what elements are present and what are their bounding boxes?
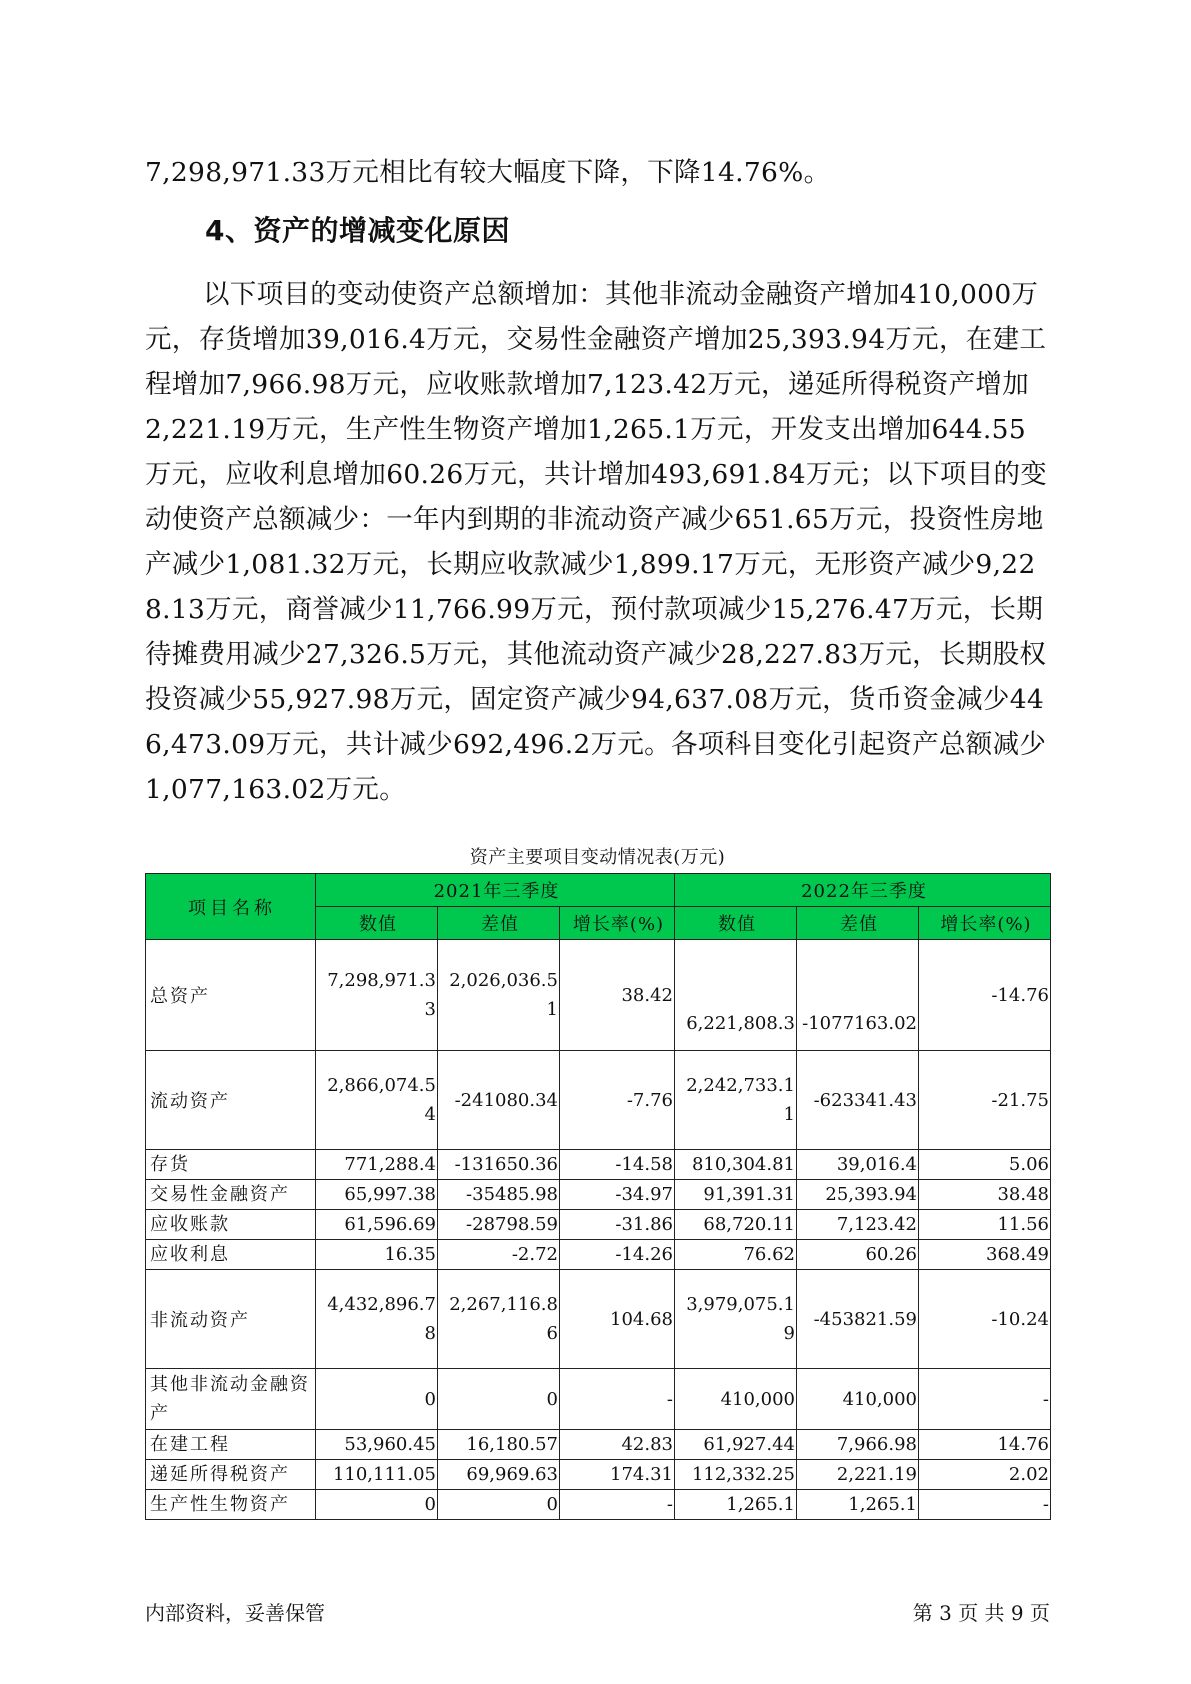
cell-growth-2022: 38.48 xyxy=(919,1180,1051,1210)
table-row xyxy=(146,1240,1051,1270)
row-name: 非流动资产 xyxy=(146,1270,316,1369)
table-row xyxy=(146,1490,1051,1520)
cell-growth-2022: 2.02 xyxy=(919,1460,1051,1490)
header-diff-2021: 差值 xyxy=(438,907,560,940)
table-row xyxy=(146,1270,1051,1369)
header-value-2021: 数值 xyxy=(316,907,438,940)
row-name: 存货 xyxy=(146,1150,316,1180)
cell-growth-2022: 14.76 xyxy=(919,1430,1051,1460)
table-row xyxy=(146,1369,1051,1430)
cell-growth-2021: -31.86 xyxy=(560,1210,675,1240)
cell-value-2022: 6,221,808.3 xyxy=(675,940,797,1051)
cell-diff-2021: 69,969.63 xyxy=(438,1460,560,1490)
table-row xyxy=(146,1460,1051,1490)
table-row xyxy=(146,940,1051,1051)
row-name: 流动资产 xyxy=(146,1051,316,1150)
cell-growth-2022: 5.06 xyxy=(919,1150,1051,1180)
cell-growth-2021: -34.97 xyxy=(560,1180,675,1210)
cell-value-2022: 810,304.81 xyxy=(675,1150,797,1180)
cell-value-2022: 3,979,075.19 xyxy=(675,1270,797,1369)
cell-value-2021: 0 xyxy=(316,1490,438,1520)
cell-value-2022: 112,332.25 xyxy=(675,1460,797,1490)
cell-diff-2022: -623341.43 xyxy=(797,1051,919,1150)
row-name: 其他非流动金融资产 xyxy=(146,1369,316,1430)
cell-value-2021: 0 xyxy=(316,1369,438,1430)
table-caption: 资产主要项目变动情况表(万元) xyxy=(469,847,726,868)
cell-growth-2021: 174.31 xyxy=(560,1460,675,1490)
asset-change-table xyxy=(145,873,1051,1520)
cell-diff-2022: 1,265.1 xyxy=(797,1490,919,1520)
cell-growth-2022: -14.76 xyxy=(919,940,1051,1051)
cell-diff-2022: 7,123.42 xyxy=(797,1210,919,1240)
cell-diff-2021: 0 xyxy=(438,1490,560,1520)
cell-growth-2021: 42.83 xyxy=(560,1430,675,1460)
header-period-2022: 2022年三季度 xyxy=(675,874,1051,907)
table-row xyxy=(146,1180,1051,1210)
header-growth-2021: 增长率(%) xyxy=(560,907,675,940)
cell-diff-2022: 25,393.94 xyxy=(797,1180,919,1210)
row-name: 应收利息 xyxy=(146,1240,316,1270)
cell-diff-2021: -28798.59 xyxy=(438,1210,560,1240)
cell-diff-2021: 2,267,116.86 xyxy=(438,1270,560,1369)
cell-diff-2021: 2,026,036.51 xyxy=(438,940,560,1051)
cell-value-2022: 2,242,733.11 xyxy=(675,1051,797,1150)
cell-value-2022: 76.62 xyxy=(675,1240,797,1270)
cell-diff-2021: 16,180.57 xyxy=(438,1430,560,1460)
header-diff-2022: 差值 xyxy=(797,907,919,940)
table-row xyxy=(146,1430,1051,1460)
table-row xyxy=(146,1150,1051,1180)
cell-diff-2022: 60.26 xyxy=(797,1240,919,1270)
cell-value-2021: 7,298,971.33 xyxy=(316,940,438,1051)
cell-value-2021: 65,997.38 xyxy=(316,1180,438,1210)
row-name: 总资产 xyxy=(146,940,316,1051)
cell-value-2021: 2,866,074.54 xyxy=(316,1051,438,1150)
cell-diff-2021: -131650.36 xyxy=(438,1150,560,1180)
cell-growth-2022: 11.56 xyxy=(919,1210,1051,1240)
cell-diff-2022: 2,221.19 xyxy=(797,1460,919,1490)
header-value-2022: 数值 xyxy=(675,907,797,940)
section-heading: 4、资产的增减变化原因 xyxy=(205,214,510,247)
cell-diff-2021: -2.72 xyxy=(438,1240,560,1270)
cell-growth-2022: -21.75 xyxy=(919,1051,1051,1150)
row-name: 在建工程 xyxy=(146,1430,316,1460)
cell-diff-2021: -241080.34 xyxy=(438,1051,560,1150)
cell-diff-2022: -1077163.02 xyxy=(797,940,919,1051)
cell-diff-2022: 7,966.98 xyxy=(797,1430,919,1460)
page-total: 9 xyxy=(1010,1601,1024,1625)
confidentiality-note: 内部资料，妥善保管 xyxy=(145,1601,325,1625)
cell-growth-2021: -14.58 xyxy=(560,1150,675,1180)
cell-value-2022: 410,000 xyxy=(675,1369,797,1430)
cell-growth-2021: 104.68 xyxy=(560,1270,675,1369)
cell-value-2021: 4,432,896.78 xyxy=(316,1270,438,1369)
cell-diff-2022: 410,000 xyxy=(797,1369,919,1430)
row-name: 交易性金融资产 xyxy=(146,1180,316,1210)
cell-diff-2021: 0 xyxy=(438,1369,560,1430)
header-period-2021: 2021年三季度 xyxy=(316,874,675,907)
row-name: 应收账款 xyxy=(146,1210,316,1240)
table-row xyxy=(146,1051,1051,1150)
cell-growth-2022: 368.49 xyxy=(919,1240,1051,1270)
cell-growth-2021: -14.26 xyxy=(560,1240,675,1270)
cell-diff-2022: 39,016.4 xyxy=(797,1150,919,1180)
cell-growth-2022: - xyxy=(919,1369,1051,1430)
cell-value-2021: 53,960.45 xyxy=(316,1430,438,1460)
cell-growth-2021: -7.76 xyxy=(560,1051,675,1150)
cell-growth-2021: 38.42 xyxy=(560,940,675,1051)
cell-growth-2022: -10.24 xyxy=(919,1270,1051,1369)
page-mid: 页 共 xyxy=(958,1601,1005,1625)
cell-growth-2021: - xyxy=(560,1490,675,1520)
cell-value-2022: 1,265.1 xyxy=(675,1490,797,1520)
cell-value-2022: 91,391.31 xyxy=(675,1180,797,1210)
page-current: 3 xyxy=(939,1601,952,1625)
cell-value-2021: 771,288.4 xyxy=(316,1150,438,1180)
cell-value-2022: 61,927.44 xyxy=(675,1430,797,1460)
row-name: 生产性生物资产 xyxy=(146,1490,316,1520)
table-row xyxy=(146,1210,1051,1240)
cell-diff-2022: -453821.59 xyxy=(797,1270,919,1369)
header-item-name: 项目名称 xyxy=(146,874,316,940)
header-growth-2022: 增长率(%) xyxy=(919,907,1051,940)
cell-growth-2021: - xyxy=(560,1369,675,1430)
cell-value-2021: 61,596.69 xyxy=(316,1210,438,1240)
paragraph-2: 以下项目的变动使资产总额增加：其他非流动金融资产增加410,000万元，存货增加39,016.4万元，交易性金融资产增加25,393.94万元，在建工程增加7,966.98万元，应收账款增加7,123.42万元，递延所得税资产增加2,221.19万元，生产性生物资产增加1,265.1万元，开发支出增加644.55万元，应收利息增加60.26万元，共计增加493,691.84万元；以下项目的变动使资产总额减少：一年内到期的非流动资产减少651.65万元，投资性房地产减少1,081.32万元，长期应收款减少1,899.17万元，无形资产减少9,228.13万元，商誉减少11,766.99万元，预付款项减少15,276.47万元，长期待摊费用减少27,326.5万元，其他流动资产减少28,227.83万元，长期股权投资减少55,927.98万元，固定资产减少94,637.08万元，货币资金减少446,473.09万元，共计减少692,496.2万元。各项科目变化引起资产总额减少1,077,163.02万元。 xyxy=(145,279,1048,805)
page-number xyxy=(913,1597,1050,1626)
row-name: 递延所得税资产 xyxy=(146,1460,316,1490)
page-prefix: 第 xyxy=(912,1601,933,1625)
paragraph-1: 7,298,971.33万元相比有较大幅度下降，下降14.76%。 xyxy=(145,157,831,188)
cell-growth-2022: - xyxy=(919,1490,1051,1520)
cell-value-2021: 110,111.05 xyxy=(316,1460,438,1490)
cell-diff-2021: -35485.98 xyxy=(438,1180,560,1210)
cell-value-2022: 68,720.11 xyxy=(675,1210,797,1240)
cell-value-2021: 16.35 xyxy=(316,1240,438,1270)
page-suffix: 页 xyxy=(1030,1601,1050,1625)
